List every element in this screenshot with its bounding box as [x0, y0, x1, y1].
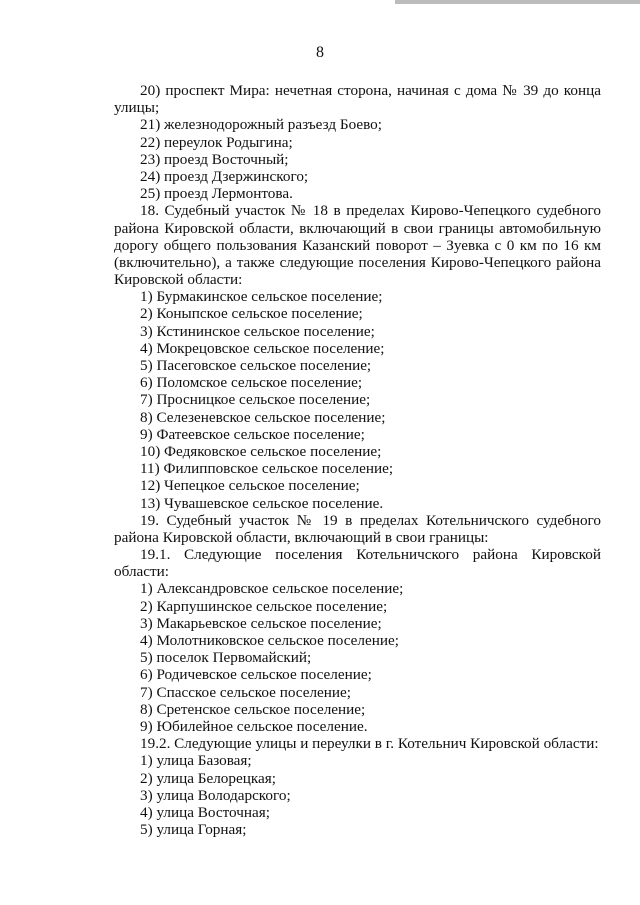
text-line: 4) улица Восточная;	[140, 803, 270, 821]
text-line: 9) Юбилейное сельское поселение.	[140, 717, 368, 735]
text-line: 20) проспект Мира: нечетная сторона, начиная с дома № 39 до конца	[140, 82, 601, 99]
text-line: 13) Чувашевское сельское поселение.	[140, 494, 384, 512]
text-line: 10) Федяковское сельское поселение;	[140, 442, 382, 460]
text-line: 7) Спасское сельское поселение;	[140, 683, 351, 701]
text-line: 9) Фатеевское сельское поселение;	[140, 425, 365, 443]
text-line: 11) Филипповское сельское поселение;	[140, 460, 394, 478]
text-line: 1) Бурмакинское сельское поселение;	[140, 288, 383, 306]
text-line: 1) улица Базовая;	[140, 752, 252, 770]
text-line: 3) Кстининское сельское поселение;	[140, 322, 375, 340]
text-line: района Кировской области, включающий в свои границы автомобильную	[114, 219, 601, 237]
text-line: 25) проезд Лермонтова.	[140, 185, 293, 203]
text-line: 6) Поломское сельское поселение;	[140, 374, 363, 392]
text-line: 19.2. Следующие улицы и переулки в г. Котельнич Кировской области:	[140, 735, 599, 753]
text-line: 5) поселок Первомайский;	[140, 649, 312, 667]
text-line: района Кировской области, включающий в свои границы:	[114, 528, 489, 546]
text-line: 4) Молотниковское сельское поселение;	[140, 632, 399, 649]
text-line: 6) Родичевское сельское поселение;	[140, 666, 372, 684]
text-line: 3) улица Володарского;	[140, 786, 291, 804]
text-line: 18. Судебный участок № 18 в пределах Кирово-Чепецкого судебного	[140, 202, 601, 220]
text-line: дорогу общего пользования Казанский поворот – Зуевка с 0 км по 16 км	[114, 236, 601, 254]
text-line: 19.1. Следующие поселения Котельничского района Кировской	[140, 546, 601, 564]
text-line: 5) улица Горная;	[140, 821, 247, 839]
text-line: (включительно), а также следующие поселения Кирово-Чепецкого района	[114, 253, 601, 271]
text-line: 7) Просницкое сельское поселение;	[140, 391, 371, 409]
text-line: 8) Селезеневское сельское поселение;	[140, 408, 386, 426]
text-line: 19. Судебный участок № 19 в пределах Котельничского судебного	[140, 511, 601, 529]
text-line: 23) проезд Восточный;	[140, 150, 289, 168]
text-line: Кировской области:	[114, 271, 243, 289]
text-line: 8) Сретенское сельское поселение;	[140, 700, 366, 718]
text-line: 4) Мокрецовское сельское поселение;	[140, 339, 385, 357]
text-line: 2) улица Белорецкая;	[140, 769, 276, 787]
text-line: 5) Пасеговское сельское поселение;	[140, 357, 372, 374]
page-number: 8	[316, 44, 324, 61]
text-line: 21) железнодорожный разъезд Боево;	[140, 116, 382, 134]
document-body	[114, 82, 601, 838]
text-line: области:	[114, 563, 169, 581]
text-line: 24) проезд Дзержинского;	[140, 167, 309, 185]
text-line: улицы;	[114, 99, 160, 117]
scan-edge-rule	[395, 0, 640, 4]
text-line: 3) Макарьевское сельское поселение;	[140, 614, 382, 632]
text-line: 2) Карпушинское сельское поселение;	[140, 597, 388, 615]
text-line: 22) переулок Родыгина;	[140, 133, 293, 151]
text-line: 2) Коныпское сельское поселение;	[140, 305, 363, 323]
text-line: 1) Александровское сельское поселение;	[140, 580, 404, 598]
text-line: 12) Чепецкое сельское поселение;	[140, 477, 360, 495]
